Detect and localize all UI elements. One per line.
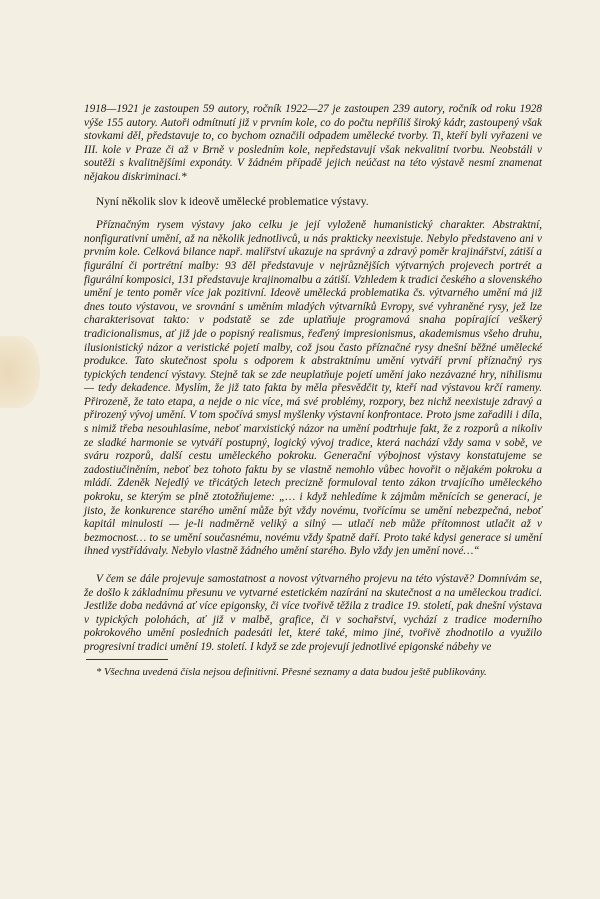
section-heading: Nyní několik slov k ideově umělecké problematice výstavy. [96, 195, 369, 208]
intro-paragraph: 1918—1921 je zastoupen 59 autory, ročník 1922—27 je zastoupen 239 autory, ročník od roku 1928 výše 155 autory. Autoři odmítnutí již v prvním kole, co do počtu nepříliš široký kádr, zastoupený však stovkami děl, představuje to, co bychom označili odpadem umělecké tvorby. Ti, kteří byli vyřazeni ve III. kole v Praze či až v Brně v posledním kole, nepředstavují však nekvalitní tvorbu. Neobstáli v soutěži s kvalitnějšími exponáty. V žádném případě jejich neúčast na této výstavě nesmí znamenat nějakou diskriminaci.* [84, 103, 542, 183]
footnote-rule [86, 659, 168, 660]
body-paragraph-2: V čem se dále projevuje samostatnost a novost výtvarného projevu na této výstavě? Domnívám se, že došlo k základnímu přesunu ve vytvarné estetickém nazírání na skutečnost a na uměleckou tradici. Jestliže doba nedávná ať více epigonsky, či více tvořivě těžila z tradice 19. století, pak dnešní výstava v typických polohách, ať již v malbě, grafice, či v sochařství, vychází z tradice moderního pokrokového umění posledních padesáti let, které také, mimo jiné, tvořivě zhodnotilo a využilo progresivní tradici umění 19. století. I když se zde projevují jednotlivé epigonské nábehy ve [84, 573, 542, 653]
body-paragraph-1: Příznačným rysem výstavy jako celku je její vyloženě humanistický charakter. Abstraktní, nonfigurativní umění, až na několik jednotlivců, u nás prakticky neexistuje. Nebylo představeno ani v prvním kole. Celková bilance např. malířství ukazuje na správný a zdravý poměr krajinářství, zátiší a figurální či portrétní malby: 93 děl představuje v nejrůznějších výtvarných projevech portrét a figurální komposici, 131 představuje krajinomalbu a zátiší. Vzhledem k tradici českého a slovenského umění je tento poměr více jak pozitivní. Ideově umělecká problematika čs. výtvarného umění má již dnes touto výstavou, ve srovnání s uměním mladých výtvarníků Evropy, své vyhraněné rysy, jež lze charakterisovat takto: v podstatě se zde uplatňuje programová snaha popírající veškerý tradicionalismus, ať již jde o popisný realismus, řeďený impresionismus, akademismus všeho druhu, ilusionistický názor a veristické pojetí malby, což jsou často příznačné rysy dnešní běžné umělecké produkce. Tato skutečnost spolu s odporem k abstraktnímu umění vytváří první příznačný rys typických tendencí výstavy. Stejně tak se zde neuplatňuje pojetí umění jako nezávazné hry, nihilismu — tedy dekadence. Myslím, že již tato fakta by měla přesvědčit ty, kteří nad výstavou krčí rameny. Přirozeně, že tato etapa, a nejde o nic více, má své problémy, rozpory, bez nichž neexistuje zdravý a přirozený vývoj umění. V tom spočívá smysl myšlenky výstavní konfrontace. Proto jsme zařadili i díla, s nimiž třeba nesouhlasíme, neboť marxistický názor na umění podtrhuje fakt, že z rozporů a nikoliv ze sladké harmonie se vytváří postupný, logický vývoj tradice, která nachází vždy sama v sobě, ve sváru rozporů, další cestu uměleckého pokroku. Generační výbojnost výstavy konstatujeme se zadostiučiněním, neboť bez tohoto faktu by se vlastně nemohlo vůbec hovořit o nějakém pokroku a mládí. Zdeněk Nejedlý ve třicátých letech precizně formuloval tento zákon trvajícího uměleckého pokroku, se kterým se plně ztotožňujeme: „… i když nehledíme k zájmům měnících se generací, je jisto, že konkurence starého umění může být vždy novému, tvořícímu se umění nebezpečná, neboť kapitál minulosti — je-li nadměrně veliký a silný — utlačí neb může přítomnost utlačit až v bezmocnost… to se umění současnému, novému vždy špatně daří. Proto také kdysi generace si umění ihned vystřídávaly. Nebylo vlastně žádného umění starého. Bylo vždy jen umění nové…“ [84, 219, 542, 558]
page-content [84, 103, 542, 679]
footnote: * Všechna uvedená čísla nejsou definitivní. Přesné seznamy a data budou ještě publikovány. [96, 666, 487, 678]
paragraph-gap [84, 559, 542, 573]
paper-stain [0, 336, 40, 408]
